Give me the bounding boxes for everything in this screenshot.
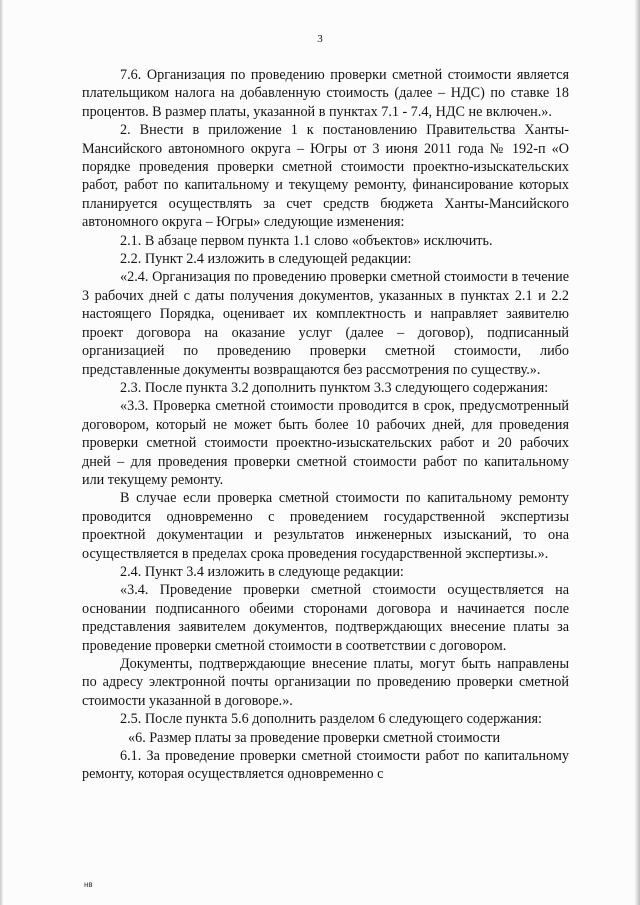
paragraph-2: 2. Внести в приложение 1 к постановлению Правительства Ханты-Мансийского автономного округа – Югры от 3 июня 2011 года № 192-п «О порядке проведения проверки сметной стоимости проектно-изыскательских работ, работ по капитальному и текущему ремонту, финансирование которых планируется осуществлять за счет средств бюджета Ханты-Мансийского автономного округа – Югры» следующие изменения: bbox=[82, 122, 569, 231]
paragraph-2-4: 2.4. Пункт 3.4 изложить в следующе редакции: bbox=[120, 563, 404, 580]
document-body bbox=[82, 66, 569, 784]
paragraph-2-1: 2.1. В абзаце первом пункта 1.1 слово «объектов» исключить. bbox=[120, 232, 493, 249]
scan-edge-right bbox=[635, 0, 640, 905]
paragraph-2-4-quote: «2.4. Организация по проведению проверки сметной стоимости в течение 3 рабочих дней с даты получения документов, указанных в пунктах 2.1 и 2.2 настоящего Порядка, оценивает их комплектность и направляет заявителю проект договора на оказание услуг (далее – договор), подписанный организацией по проведению проверки сметной стоимости, либо представленные документы возвращаются без рассмотрения по существу.». bbox=[82, 269, 569, 378]
scan-edge-left bbox=[0, 0, 3, 905]
paragraph-2-3: 2.3. После пункта 3.2 дополнить пунктом 3.3 следующего содержания: bbox=[120, 379, 549, 396]
paragraph-7-6: 7.6. Организация по проведению проверки сметной стоимости является плательщиком налога на добавленную стоимость (далее – НДС) по ставке 18 процентов. В размер платы, указанной в пунктах 7.1 - 7.4, НДС не включен.». bbox=[82, 67, 569, 120]
paragraph-2-5: 2.5. После пункта 5.6 дополнить разделом 6 следующего содержания: bbox=[120, 711, 542, 728]
paragraph-3-3-quote: «3.3. Проверка сметной стоимости проводится в срок, предусмотренный договором, который не может быть более 10 рабочих дней, для проведения проверки сметной стоимости проектно-изыскательских работ и 20 рабочих дней – для проведения проверки сметной стоимости работ по капитальному или текущему ремонту. bbox=[82, 398, 569, 488]
footer-mark: нв bbox=[84, 880, 93, 889]
paragraph-2-2: 2.2. Пункт 2.4 изложить в следующей редакции: bbox=[120, 251, 412, 268]
paragraph-repair-case: В случае если проверка сметной стоимости по капитальному ремонту проводится одновременно с проведением государственной экспертизы проектной документации и результатов инженерных изысканий, то она осуществляется в пределах срока проведения государственной экспертизы.». bbox=[82, 490, 569, 562]
section-6-heading: «6. Размер платы за проведение проверки сметной стоимости bbox=[128, 729, 501, 746]
paragraph-payment-documents: Документы, подтверждающие внесение платы, могут быть направлены по адресу электронной почты организации по проведению проверки сметной стоимости указанной в договоре.». bbox=[82, 656, 569, 709]
page-number: 3 bbox=[317, 33, 323, 45]
paragraph-6-1: 6.1. За проведение проверки сметной стоимости работ по капитальному ремонту, которая осуществляется одновременно с bbox=[82, 748, 569, 783]
paragraph-3-4-quote: «3.4. Проведение проверки сметной стоимости осуществляется на основании подписанного обеими сторонами договора и начинается после представления заявителем документов, подтверждающих внесение платы за проведение проверки сметной стоимости в соответствии с договором. bbox=[82, 582, 569, 654]
